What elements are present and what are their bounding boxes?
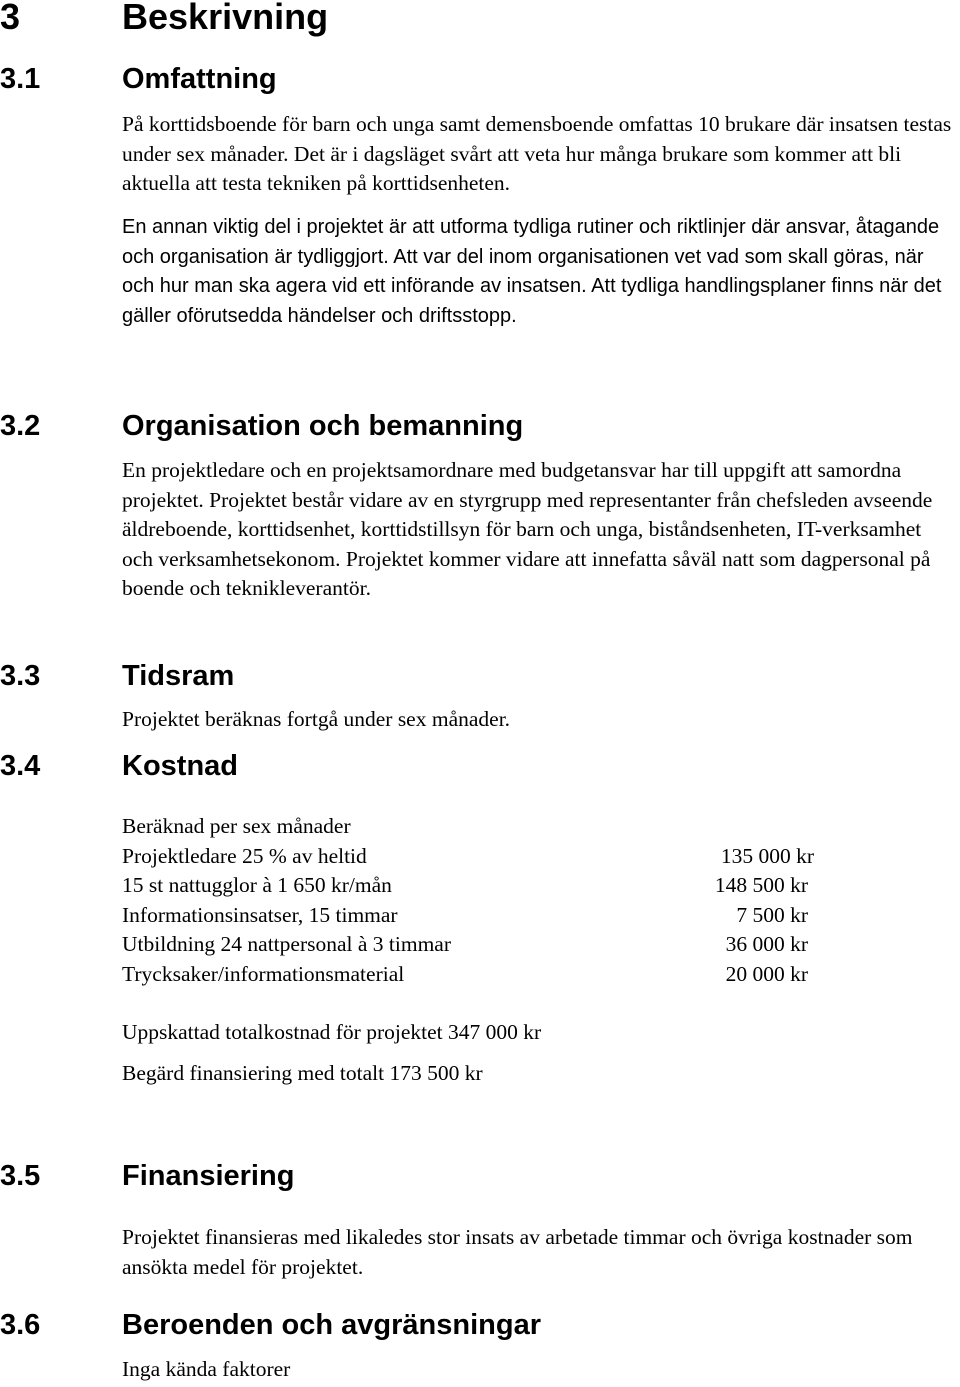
section-title: Tidsram: [122, 660, 235, 692]
section-title: Omfattning: [122, 63, 277, 95]
chapter-title: Beskrivning: [122, 0, 329, 37]
paragraph: En annan viktig del i projektet är att utforma tydliga rutiner och riktlinjer där ansvar, åtagande och organisation är tydliggjort. Att var del inom organisationen vet vad som skall göras, när och hur man ska agera vid ett införande av insatsen. Att tydliga handlingsplaner finns när det gäller oförutsedda händelser och driftsstopp.: [122, 216, 942, 327]
section-number: 3.1: [0, 63, 41, 95]
paragraph: Inga kända faktorer: [122, 1357, 291, 1381]
cost-row-value: 20 000 kr: [725, 962, 808, 986]
requested-funding: Begärd finansiering med totalt 173 500 kr: [122, 1061, 483, 1085]
cost-row-value: 135 000 kr: [720, 844, 814, 868]
section-title: Finansiering: [122, 1160, 295, 1192]
paragraph: En projektledare och en projektsamordnare med budgetansvar har till uppgift att samordna projektet. Projektet består vidare av en styrgrupp med representanter från chefsleden avseende äldreboende, korttidsenhet, korttidstillsyn för barn och unga, biståndsenheten, IT-verksamhet och verksamhetsekonom. Projektet kommer vidare att innefatta såväl natt som dagpersonal på boende och teknikleverantör.: [122, 458, 933, 601]
section-number: 3.6: [0, 1309, 41, 1341]
paragraph: Projektet finansieras med likaledes stor insats av arbetade timmar och övriga kostnader som ansökta medel för projektet.: [122, 1225, 913, 1279]
section-number: 3.2: [0, 410, 41, 442]
total-cost: Uppskattad totalkostnad för projektet 347 000 kr: [122, 1020, 542, 1044]
cost-row-label: Utbildning 24 nattpersonal à 3 timmar: [122, 932, 452, 956]
section-number: 3.4: [0, 750, 41, 782]
cost-row-label: Projektledare 25 % av heltid: [122, 844, 367, 868]
chapter-number: 3: [0, 0, 21, 37]
section-number: 3.3: [0, 660, 41, 692]
section-title: Kostnad: [122, 750, 238, 782]
section-number: 3.5: [0, 1160, 41, 1192]
cost-row-label: Trycksaker/informationsmaterial: [122, 962, 405, 986]
paragraph: På korttidsboende för barn och unga samt demensboende omfattas 10 brukare där insatsen testas under sex månader. Det är i dagsläget svårt att veta hur många brukare som kommer att bli aktuella att testa tekniken på korttidsenheten.: [122, 112, 952, 196]
cost-row-value: 36 000 kr: [725, 932, 808, 956]
section-title: Beroenden och avgränsningar: [122, 1309, 541, 1341]
paragraph: Projektet beräknas fortgå under sex månader.: [122, 707, 511, 731]
cost-row-value: 7 500 kr: [736, 903, 808, 927]
cost-row-value: 148 500 kr: [714, 873, 808, 897]
cost-row-label: 15 st nattugglor à 1 650 kr/mån: [122, 873, 392, 897]
cost-row-label: Informationsinsatser, 15 timmar: [122, 903, 398, 927]
section-title: Organisation och bemanning: [122, 410, 524, 442]
cost-table-heading: Beräknad per sex månader: [122, 814, 351, 838]
